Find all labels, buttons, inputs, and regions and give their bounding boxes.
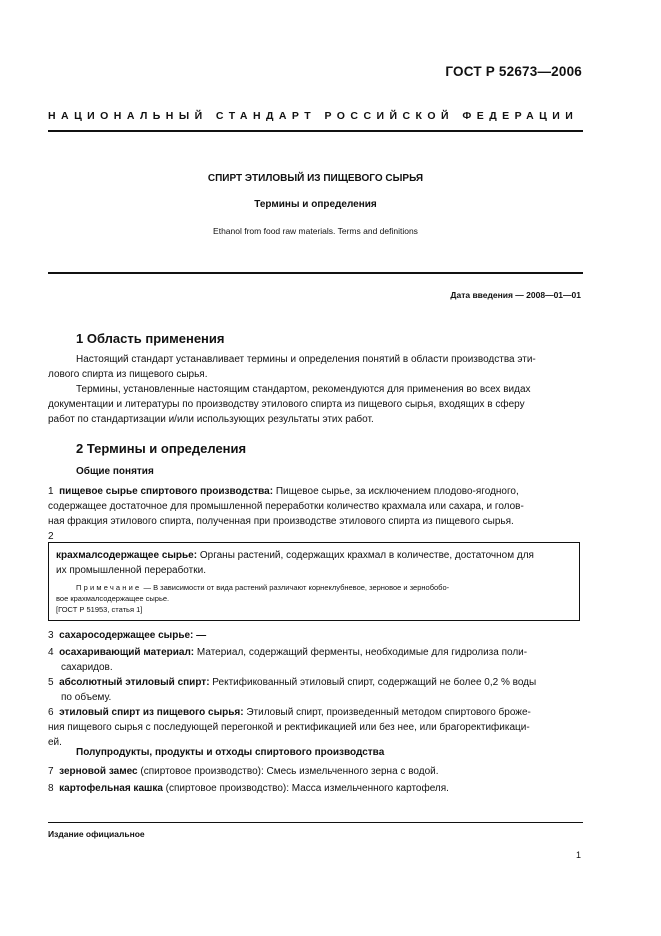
box-note-reference: [ГОСТ Р 51953, статья 1] xyxy=(56,605,143,614)
section-1-paragraph-2 xyxy=(48,382,582,397)
term-name: этиловый спирт из пищевого сырья: xyxy=(59,707,244,718)
official-edition-label: Издание официальное xyxy=(48,829,145,839)
term-2-number: 2 xyxy=(48,531,54,542)
title-rule xyxy=(48,272,583,274)
section-1-paragraph-1-cont: лового спирта из пищевого сырья. xyxy=(48,369,208,380)
term-name: зерновой замес xyxy=(59,766,138,777)
box-note-cont: вое крахмалсодержащее сырье. xyxy=(56,594,170,603)
general-concepts-heading: Общие понятия xyxy=(76,466,154,477)
note-label: Примечание xyxy=(76,583,142,592)
term-definition: Материал, содержащий ферменты, необходимые для гидролиза поли- xyxy=(194,647,528,658)
term-definition: Пищевое сырье, за исключением плодово-ягодного, xyxy=(273,486,519,497)
term-6 xyxy=(48,705,582,720)
box-note xyxy=(56,582,574,593)
term-name: сахаросодержащее сырье: — xyxy=(59,630,207,641)
term-name: осахаривающий материал: xyxy=(59,647,195,658)
term-4-cont: сахаридов. xyxy=(61,662,113,673)
term-definition: Органы растений, содержащих крахмал в количестве, достаточном для xyxy=(197,550,534,561)
term-1 xyxy=(48,484,582,499)
term-1-end: ная фракция этилового спирта, полученная при производстве этилового спирта из пищевого сырья. xyxy=(48,516,514,527)
term-name: пищевое сырье спиртового производства: xyxy=(59,486,274,497)
term-number: 6 xyxy=(48,707,54,718)
introduction-date: Дата введения — 2008—01—01 xyxy=(450,290,581,300)
national-standard-banner: НАЦИОНАЛЬНЫЙ СТАНДАРТ РОССИЙСКОЙ ФЕДЕРАЦИИ xyxy=(48,110,579,122)
term-name: крахмалсодержащее сырье: xyxy=(56,550,198,561)
term-name: абсолютный этиловый спирт: xyxy=(59,677,210,688)
top-rule xyxy=(48,130,583,132)
paragraph-text: Термины, установленные настоящим стандартом, рекомендуются для применения во всех видах xyxy=(76,384,531,395)
term-1-cont: содержащее достаточное для промышленной переработки количество крахмала или сахара, и голов- xyxy=(48,501,524,512)
section-1-paragraph-2-cont: документации и литературы по производству этилового спирта из пищевого сырья, входящих в сферу xyxy=(48,399,525,410)
term-6-end: ей. xyxy=(48,737,62,748)
section-1-paragraph-2-end: работ по стандартизации и/или использующих результаты этих работ. xyxy=(48,414,374,425)
document-title: СПИРТ ЭТИЛОВЫЙ ИЗ ПИЩЕВОГО СЫРЬЯ xyxy=(207,173,424,184)
products-heading: Полупродукты, продукты и отходы спиртового производства xyxy=(76,747,385,758)
gost-number: ГОСТ Р 52673—2006 xyxy=(445,64,582,79)
term-definition: (спиртовое производство): Масса измельченного картофеля. xyxy=(162,783,449,794)
term-definition: Этиловый спирт, произведенный методом спиртового броже- xyxy=(243,707,531,718)
section-1-paragraph-1 xyxy=(48,352,582,367)
term-name: картофельная кашка xyxy=(59,783,163,794)
document-title-english: Ethanol from food raw materials. Terms and definitions xyxy=(213,226,418,236)
term-number: 8 xyxy=(48,783,54,794)
term-number: 5 xyxy=(48,677,54,688)
note-text: — В зависимости от вида растений различают корнеклубневое, зерновое и зернобобо- xyxy=(141,583,450,592)
document-subtitle: Термины и определения xyxy=(254,199,377,210)
term-7 xyxy=(48,764,582,779)
term-number: 3 xyxy=(48,630,54,641)
term-5 xyxy=(48,675,582,690)
term-number: 1 xyxy=(48,486,54,497)
paragraph-text: Настоящий стандарт устанавливает термины и определения понятий в области производства эти- xyxy=(76,354,536,365)
section-2-heading: 2 Термины и определения xyxy=(76,441,247,456)
term-3 xyxy=(48,628,582,643)
footer-rule xyxy=(48,822,583,823)
term-number: 7 xyxy=(48,766,54,777)
box-term-line xyxy=(56,548,574,563)
term-4 xyxy=(48,645,582,660)
term-number: 4 xyxy=(48,647,54,658)
section-1-heading: 1 Область применения xyxy=(76,331,225,346)
box-term-line-2: их промышленной переработки. xyxy=(56,565,206,576)
term-5-cont: по объему. xyxy=(61,692,112,703)
term-definition: (спиртовое производство): Смесь измельченного зерна с водой. xyxy=(137,766,439,777)
term-definition: Ректификованный этиловый спирт, содержащий не более 0,2 % воды xyxy=(209,677,537,688)
term-8 xyxy=(48,781,582,796)
page-number: 1 xyxy=(575,850,581,860)
term-6-cont: ния пищевого сырья с последующей перегонкой и ректификацией или без нее, или брагоректификаци- xyxy=(48,722,530,733)
